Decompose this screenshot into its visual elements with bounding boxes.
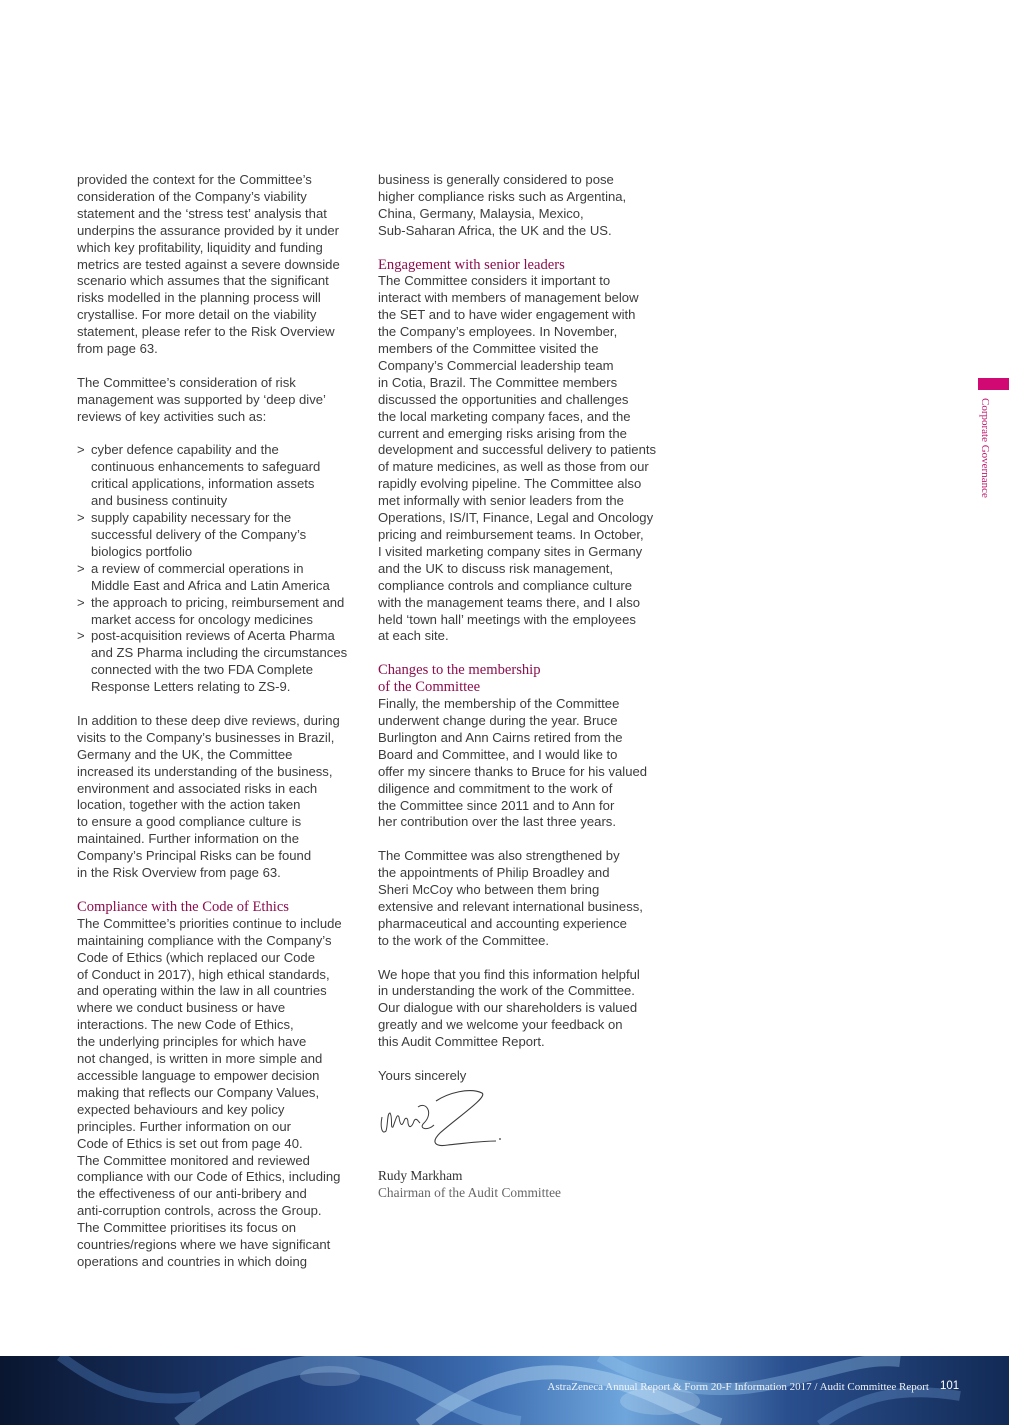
body-paragraph: We hope that you find this information helpful in understanding the work of the Committee. Our dialogue with our shareholders is valued greatly and we welcome your feedback on this Audit Committee Report. [378, 966, 640, 1050]
list-item: > cyber defence capability and the continuous enhancements to safeguard critical applications, information assets and business continuity [77, 442, 367, 510]
signatory-name: Rudy Markham [378, 1167, 463, 1183]
closing-line: Yours sincerely [378, 1067, 467, 1083]
list-item: > post-acquisition reviews of Acerta Pharma and ZS Pharma including the circumstances connected with the two FDA Complete Response Letters relating to ZS-9. [77, 628, 367, 696]
body-paragraph: Finally, the membership of the Committee underwent change during the year. Bruce Burlington and Ann Cairns retired from the Board and Committee, and I would like to offer my sincere thanks to Bruce for his valued diligence and commitment to the work of the Committee since 2011 and to Ann for her contribution over the last three years. [378, 696, 648, 830]
list-item: > a review of commercial operations in Middle East and Africa and Latin America [77, 561, 367, 595]
signature-image [378, 1087, 508, 1157]
body-paragraph: The Committee’s consideration of risk management was supported by ‘deep dive’ reviews of key activities such as: [77, 374, 326, 424]
section-heading-membership: Changes to the membership of the Committee [378, 662, 541, 696]
body-paragraph: The Committee’s priorities continue to include maintaining compliance with the Company’s Code of Ethics (which replaced our Code of Conduct in 2017), high ethical standards, and operating within the law in all countries where we conduct business or have interactions. The new Code of Ethics, the underlying principles for which have not changed, is written in more simple and accessible language to empower decision making that reflects our Company Values, expected behaviours and key policy principles. Further information on our Code of Ethics is set out from page 40. The Committee monitored and reviewed compliance with our Code of Ethics, including the effectiveness of our anti-bribery and anti-corruption controls, across the Group. The Committee prioritises its focus on countries/regions where we have significant operations and countries in which doing [77, 915, 342, 1269]
signatory-title: Chairman of the Audit Committee [378, 1184, 561, 1200]
body-paragraph: provided the context for the Committee’s consideration of the Company’s viability statement and the ‘stress test’ analysis that underpins the assurance provided by it under which key profitability, liquidity and funding metrics are tested against a severe downside scenario which assumes that the significant risks modelled in the planning process will crystallise. For more detail on the viability statement, please refer to the Risk Overview from page 63. [77, 172, 340, 357]
list-item: > supply capability necessary for the successful delivery of the Company’s biologics portfolio [77, 510, 367, 561]
deep-dive-list [77, 442, 367, 696]
list-item: > the approach to pricing, reimbursement and market access for oncology medicines [77, 595, 367, 629]
page-number: 101 [940, 1380, 960, 1392]
section-tab-label: Corporate Governance [979, 398, 991, 498]
footer-report-title: AstraZeneca Annual Report & Form 20-F Information 2017 / Audit Committee Report [547, 1381, 929, 1393]
right-column [378, 172, 668, 1201]
body-paragraph: business is generally considered to pose higher compliance risks such as Argentina, China, Germany, Malaysia, Mexico, Sub-Saharan Africa, the UK and the US. [378, 172, 627, 238]
section-tab-marker [978, 378, 1009, 390]
section-heading-engagement: Engagement with senior leaders [378, 256, 565, 273]
body-paragraph: The Committee was also strengthened by the appointments of Philip Broadley and Sheri McCoy who between them bring extensive and relevant international business, pharmaceutical and accounting experience to the work of the Committee. [378, 848, 643, 948]
section-heading-ethics: Compliance with the Code of Ethics [77, 898, 289, 915]
body-paragraph: In addition to these deep dive reviews, during visits to the Company’s businesses in Brazil, Germany and the UK, the Committee increased its understanding of the business, environment and associated risks in each location, together with the action taken to ensure a good compliance culture is maintained. Further information on the Company’s Principal Risks can be found in the Risk Overview from page 63. [77, 712, 340, 881]
body-paragraph: The Committee considers it important to interact with members of management below the SET and to have wider engagement with the Company’s employees. In November, members of the Committee visited the Company’s Commercial leadership team in Cotia, Brazil. The Committee members discussed the opportunities and challenges the local marketing company faces, and the current and emerging risks arising from the development and successful delivery to patients of mature medicines, as well as those from our rapidly evolving pipeline. The Committee also met informally with senior leaders from the Operations, IS/IT, Finance, Legal and Oncology pricing and reimbursement teams. In October, I visited marketing company sites in Germany and the UK to discuss risk management, compliance controls and compliance culture with the management teams there, and I also held ‘town hall’ meetings with the employees at each site. [378, 273, 657, 644]
left-column [77, 172, 367, 1288]
